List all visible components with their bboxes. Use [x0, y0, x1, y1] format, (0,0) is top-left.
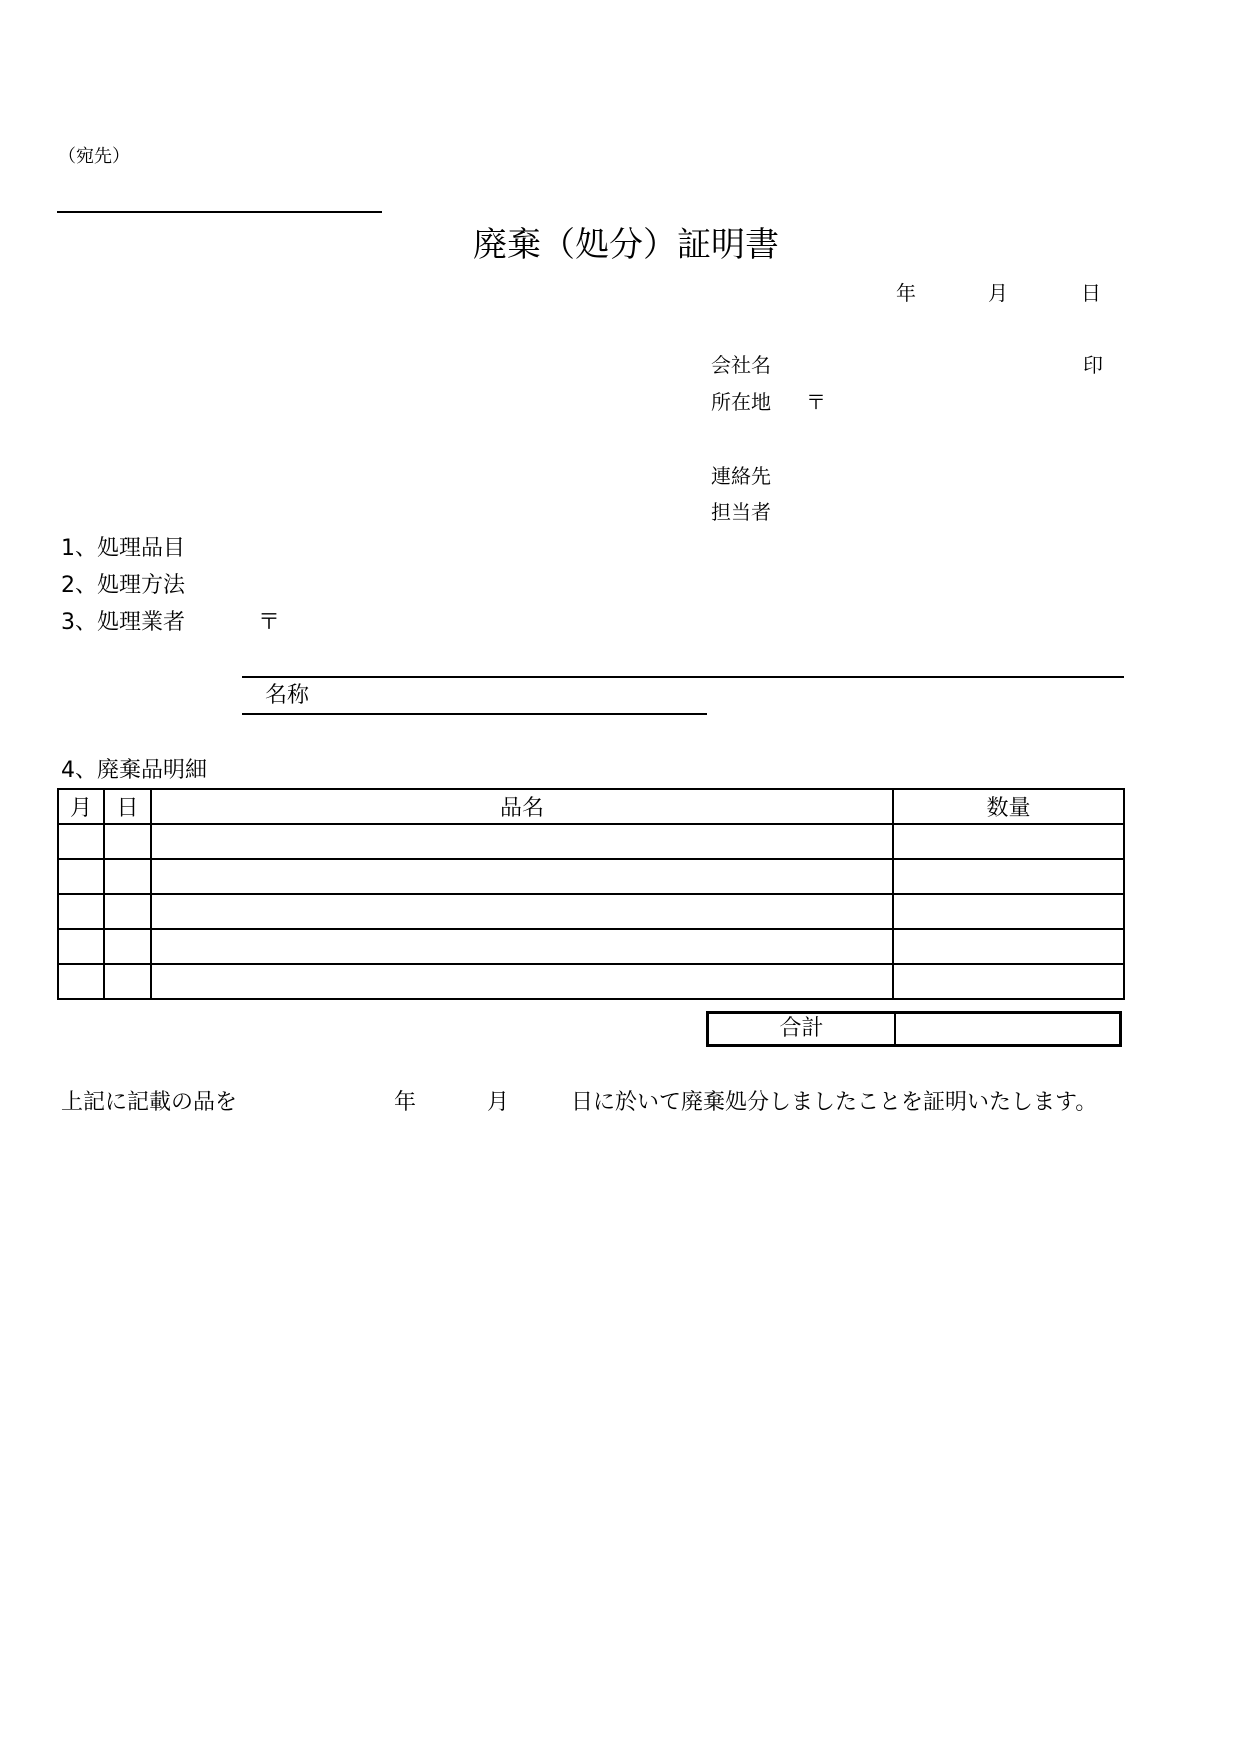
addressee-line	[57, 211, 382, 213]
cell-day[interactable]	[104, 894, 151, 929]
table-row	[58, 894, 1124, 929]
cell-month[interactable]	[58, 894, 104, 929]
table-header-row	[58, 789, 1124, 824]
header-quantity: 数量	[893, 789, 1124, 824]
document-title: 廃棄（処分）証明書	[473, 225, 779, 265]
date-year-label: 年	[896, 281, 916, 305]
detail-table	[57, 788, 1125, 1000]
cell-day[interactable]	[104, 859, 151, 894]
table-row	[58, 824, 1124, 859]
detail-heading: 4、廃棄品明細	[61, 758, 207, 783]
statement-prefix: 上記に記載の品を	[61, 1090, 238, 1115]
table-row	[58, 964, 1124, 999]
contact-label: 連絡先	[711, 464, 771, 488]
cell-month[interactable]	[58, 929, 104, 964]
person-in-charge-label: 担当者	[711, 500, 771, 524]
cell-product-name[interactable]	[151, 859, 893, 894]
address-postal-mark: 〒	[806, 390, 826, 414]
table-row	[58, 929, 1124, 964]
date-day-label: 日	[1081, 281, 1101, 305]
cell-quantity[interactable]	[893, 964, 1124, 999]
cell-day[interactable]	[104, 824, 151, 859]
statement-month: 月	[487, 1090, 510, 1115]
cell-month[interactable]	[58, 824, 104, 859]
processing-company-postal-mark: 〒	[258, 610, 281, 635]
statement-year: 年	[394, 1090, 417, 1115]
company-name-field-label: 名称	[265, 683, 310, 708]
item-processing-type: 1、処理品目	[61, 536, 185, 561]
total-value-cell[interactable]	[896, 1014, 1119, 1044]
cell-product-name[interactable]	[151, 929, 893, 964]
cell-quantity[interactable]	[893, 929, 1124, 964]
table-row	[58, 859, 1124, 894]
cell-day[interactable]	[104, 964, 151, 999]
header-day: 日	[104, 789, 151, 824]
seal-mark: 印	[1083, 353, 1103, 377]
date-month-label: 月	[988, 281, 1008, 305]
header-product-name: 品名	[151, 789, 893, 824]
addressee-label: （宛先）	[58, 146, 130, 167]
processing-company-address-line	[242, 676, 1124, 678]
cell-product-name[interactable]	[151, 824, 893, 859]
cell-quantity[interactable]	[893, 824, 1124, 859]
header-month: 月	[58, 789, 104, 824]
cell-month[interactable]	[58, 964, 104, 999]
cell-product-name[interactable]	[151, 964, 893, 999]
address-label: 所在地	[711, 390, 771, 414]
total-row	[706, 1011, 1122, 1047]
total-label: 合計	[709, 1014, 896, 1044]
company-name-label: 会社名	[711, 353, 771, 377]
cell-product-name[interactable]	[151, 894, 893, 929]
item-processing-method: 2、処理方法	[61, 573, 185, 598]
statement-suffix: 日に於いて廃棄処分しましたことを証明いたします。	[571, 1090, 1098, 1115]
company-name-line	[242, 713, 707, 715]
cell-day[interactable]	[104, 929, 151, 964]
cell-month[interactable]	[58, 859, 104, 894]
cell-quantity[interactable]	[893, 894, 1124, 929]
item-processing-company: 3、処理業者	[61, 610, 185, 635]
cell-quantity[interactable]	[893, 859, 1124, 894]
